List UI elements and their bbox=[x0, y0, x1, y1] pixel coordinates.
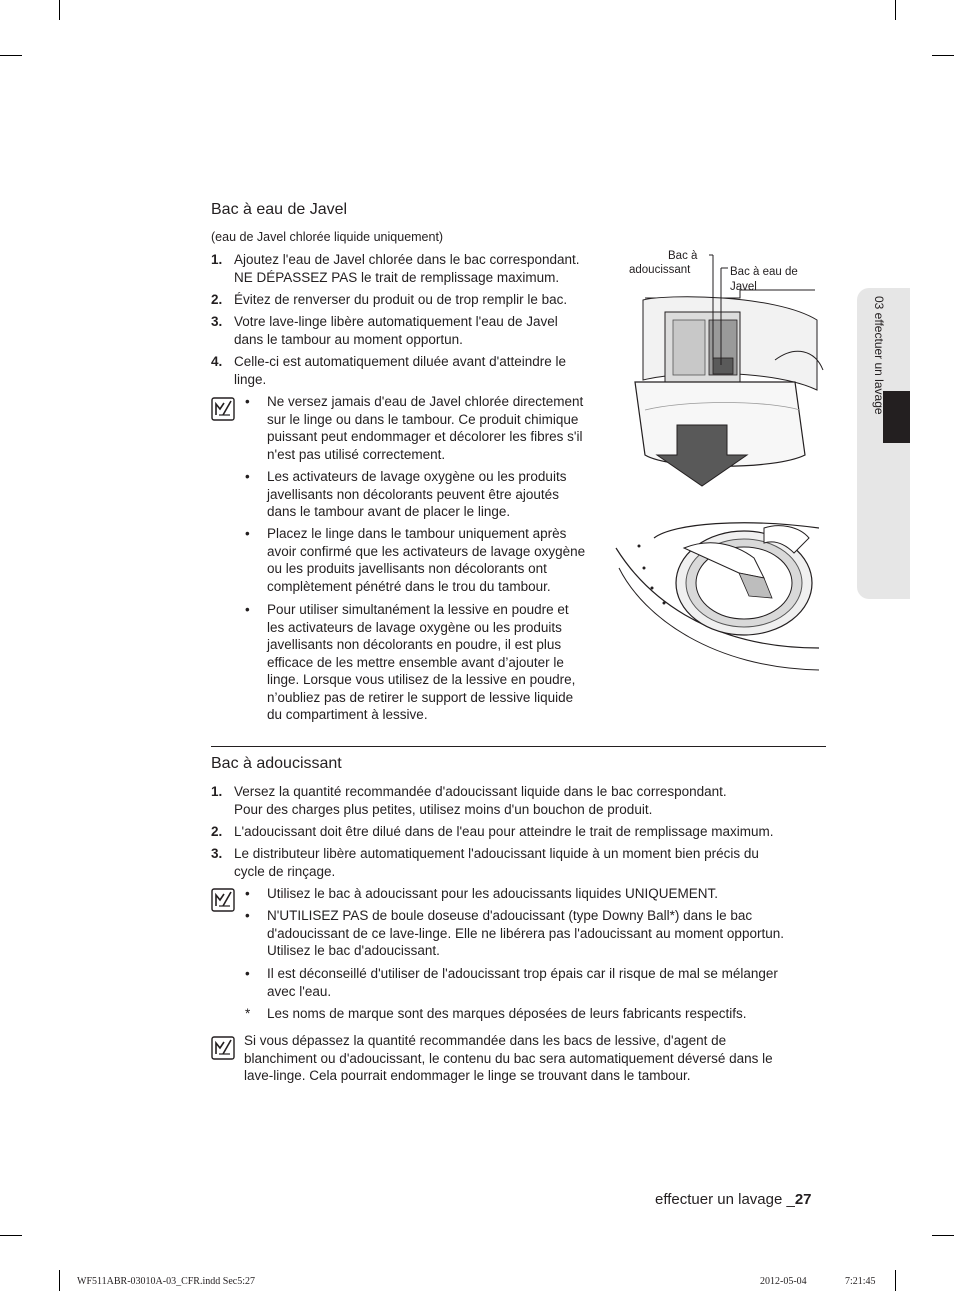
bullet-text bbox=[267, 468, 566, 521]
text-line: lave-linge. Cela pourrait endommager le linge se trouvant dans le tambour. bbox=[244, 1068, 691, 1083]
chapter-tab-label: 03 effectuer un lavage bbox=[872, 296, 886, 415]
bullet-mark: • bbox=[245, 966, 250, 981]
text-line: les activateurs de lavage oxygène ou les produits bbox=[267, 619, 562, 635]
drum-illustration bbox=[614, 518, 819, 673]
text-line: puissant peut endommager et décolorer les fibres s'il bbox=[267, 429, 583, 444]
note-icon bbox=[211, 1036, 235, 1060]
crop-mark bbox=[0, 55, 22, 56]
section-subtitle: (eau de Javel chlorée liquide uniquement) bbox=[211, 230, 444, 244]
crop-mark bbox=[932, 55, 954, 56]
step-number: 2. bbox=[211, 292, 223, 307]
text-line: Ajoutez l'eau de Javel chlorée dans le bac correspondant. bbox=[234, 252, 580, 267]
step-text bbox=[234, 783, 727, 818]
text-line: linge. Lorsque vous utilisez de la lessive en poudre, bbox=[267, 672, 576, 687]
text-line: Votre lave-linge libère automatiquement l'eau de Javel bbox=[234, 314, 558, 329]
label-softener-line1: Bac à bbox=[668, 250, 698, 262]
step-text bbox=[234, 845, 759, 880]
bullet-mark: • bbox=[245, 469, 250, 484]
bullet-text bbox=[267, 393, 583, 463]
text-line: Ne versez jamais d'eau de Javel chlorée directement bbox=[267, 394, 584, 409]
text-line: Celle-ci est automatiquement diluée avant d'atteindre le bbox=[234, 354, 567, 369]
text-line: ou les produits javellisants non décolorants ont bbox=[267, 561, 547, 576]
step-text bbox=[234, 251, 580, 286]
text-line: Les activateurs de lavage oxygène ou les produits bbox=[267, 469, 567, 484]
text-line: Utilisez le bac d'adoucissant. bbox=[267, 943, 440, 958]
text-line: du compartiment à lessive. bbox=[267, 707, 428, 722]
step-text bbox=[234, 353, 566, 388]
step-number: 1. bbox=[211, 784, 223, 799]
text-line: L'adoucissant doit être dilué dans de l'eau pour atteindre le trait de remplissage maximum. bbox=[234, 824, 774, 839]
chapter-tab-marker bbox=[883, 391, 910, 443]
crop-mark bbox=[932, 1235, 954, 1236]
text-line: Si vous dépassez la quantité recommandée dans les bacs de lessive, d'agent de bbox=[244, 1033, 727, 1048]
print-slug-date: 2012-05-04 bbox=[760, 1276, 807, 1287]
print-slug-time: 7:21:45 bbox=[845, 1276, 876, 1287]
bullet-mark: • bbox=[245, 886, 250, 901]
crop-mark bbox=[895, 0, 896, 20]
text-line: n’oubliez pas de retirer le support de lessive liquide bbox=[267, 689, 574, 705]
bullet-text bbox=[267, 1005, 747, 1023]
text-line: d'adoucissant de ce lave-linge. Elle ne libérera pas l'adoucissant au moment opportun. bbox=[267, 925, 784, 941]
label-bleach-line2: Javel bbox=[730, 281, 757, 293]
bullet-text bbox=[267, 525, 585, 595]
step-number: 2. bbox=[211, 824, 223, 839]
text-line: blanchiment ou d'adoucissant, le contenu du bac sera automatiquement déversé dans le bbox=[244, 1050, 773, 1066]
section-title-softener: Bac à adoucissant bbox=[211, 755, 342, 772]
step-number: 3. bbox=[211, 846, 223, 861]
step-number: 4. bbox=[211, 354, 223, 369]
text-line: avoir confirmé que les activateurs de lavage oxygène bbox=[267, 543, 586, 559]
section-title-bleach: Bac à eau de Javel bbox=[211, 201, 348, 218]
label-bleach-line1: Bac à eau de bbox=[730, 266, 798, 278]
footer-chapter: effectuer un lavage _ bbox=[655, 1191, 795, 1208]
text-line: complètement pénétré dans le trou du tambour. bbox=[267, 578, 551, 594]
step-text bbox=[234, 313, 558, 348]
print-slug-file: WF511ABR-03010A-03_CFR.indd Sec5:27 bbox=[77, 1276, 255, 1287]
overflow-warning-note bbox=[244, 1032, 773, 1085]
page-footer bbox=[655, 1191, 812, 1208]
step-number: 1. bbox=[211, 252, 223, 267]
text-line: dans le tambour au moment opportun. bbox=[234, 331, 463, 347]
text-line: n'est pas utilisé correctement. bbox=[267, 446, 446, 462]
crop-mark bbox=[59, 0, 60, 20]
text-line: Les noms de marque sont des marques déposées de leurs fabricants respectifs. bbox=[267, 1006, 747, 1021]
text-line: cycle de rinçage. bbox=[234, 863, 336, 879]
text-line: sur le linge ou dans le tambour. Ce produit chimique bbox=[267, 411, 579, 427]
text-line: linge. bbox=[234, 371, 267, 387]
bullet-mark: • bbox=[245, 394, 250, 409]
text-line: Pour des charges plus petites, utilisez moins d'un bouchon de produit. bbox=[234, 801, 653, 817]
step-text bbox=[234, 823, 773, 841]
text-line: N'UTILISEZ PAS de boule doseuse d'adoucissant (type Downy Ball*) dans le bac bbox=[267, 908, 753, 923]
text-line: Il est déconseillé d'utiliser de l'adoucissant trop épais car il risque de mal se mélanger bbox=[267, 966, 778, 981]
dispenser-illustration bbox=[625, 250, 825, 490]
bullet-mark: * bbox=[245, 1006, 251, 1021]
label-softener-line2: adoucissant bbox=[629, 264, 691, 276]
text-line: Utilisez le bac à adoucissant pour les adoucissants liquides UNIQUEMENT. bbox=[267, 886, 718, 901]
bullet-mark: • bbox=[245, 908, 250, 923]
text-line: Placez le linge dans le tambour uniquement après bbox=[267, 526, 567, 541]
text-line: Le distributeur libère automatiquement l'adoucissant liquide à un moment bien précis du bbox=[234, 846, 759, 861]
text-line: Versez la quantité recommandée d'adoucissant liquide dans le bac correspondant. bbox=[234, 784, 727, 799]
text-line: NE DÉPASSEZ PAS le trait de remplissage maximum. bbox=[234, 269, 560, 285]
crop-mark bbox=[895, 1270, 896, 1291]
text-line: javellisants non décolorants en poudre, il est plus bbox=[267, 637, 562, 652]
bullet-text bbox=[267, 601, 575, 724]
bullet-text bbox=[267, 907, 784, 960]
bullet-text bbox=[267, 885, 718, 903]
crop-mark bbox=[59, 1270, 60, 1291]
crop-mark bbox=[0, 1235, 22, 1236]
bullet-text bbox=[267, 965, 778, 1000]
text-line: javellisants non décolorants peuvent être ajoutés bbox=[267, 486, 559, 502]
text-line: avec l'eau. bbox=[267, 983, 332, 999]
note-icon bbox=[211, 397, 235, 421]
text-line: Évitez de renverser du produit ou de trop remplir le bac. bbox=[234, 292, 568, 307]
note-icon bbox=[211, 888, 235, 912]
text-line: Pour utiliser simultanément la lessive en poudre et bbox=[267, 602, 569, 617]
page-number: 27 bbox=[794, 1191, 812, 1208]
step-text bbox=[234, 291, 567, 309]
bullet-mark: • bbox=[245, 602, 250, 617]
text-line: efficace de les mettre ensemble avant d’ajouter le bbox=[267, 654, 564, 670]
section-divider bbox=[211, 746, 826, 747]
step-number: 3. bbox=[211, 314, 223, 329]
text-line: dans le tambour avant de placer le linge. bbox=[267, 504, 511, 519]
bullet-mark: • bbox=[245, 526, 250, 541]
